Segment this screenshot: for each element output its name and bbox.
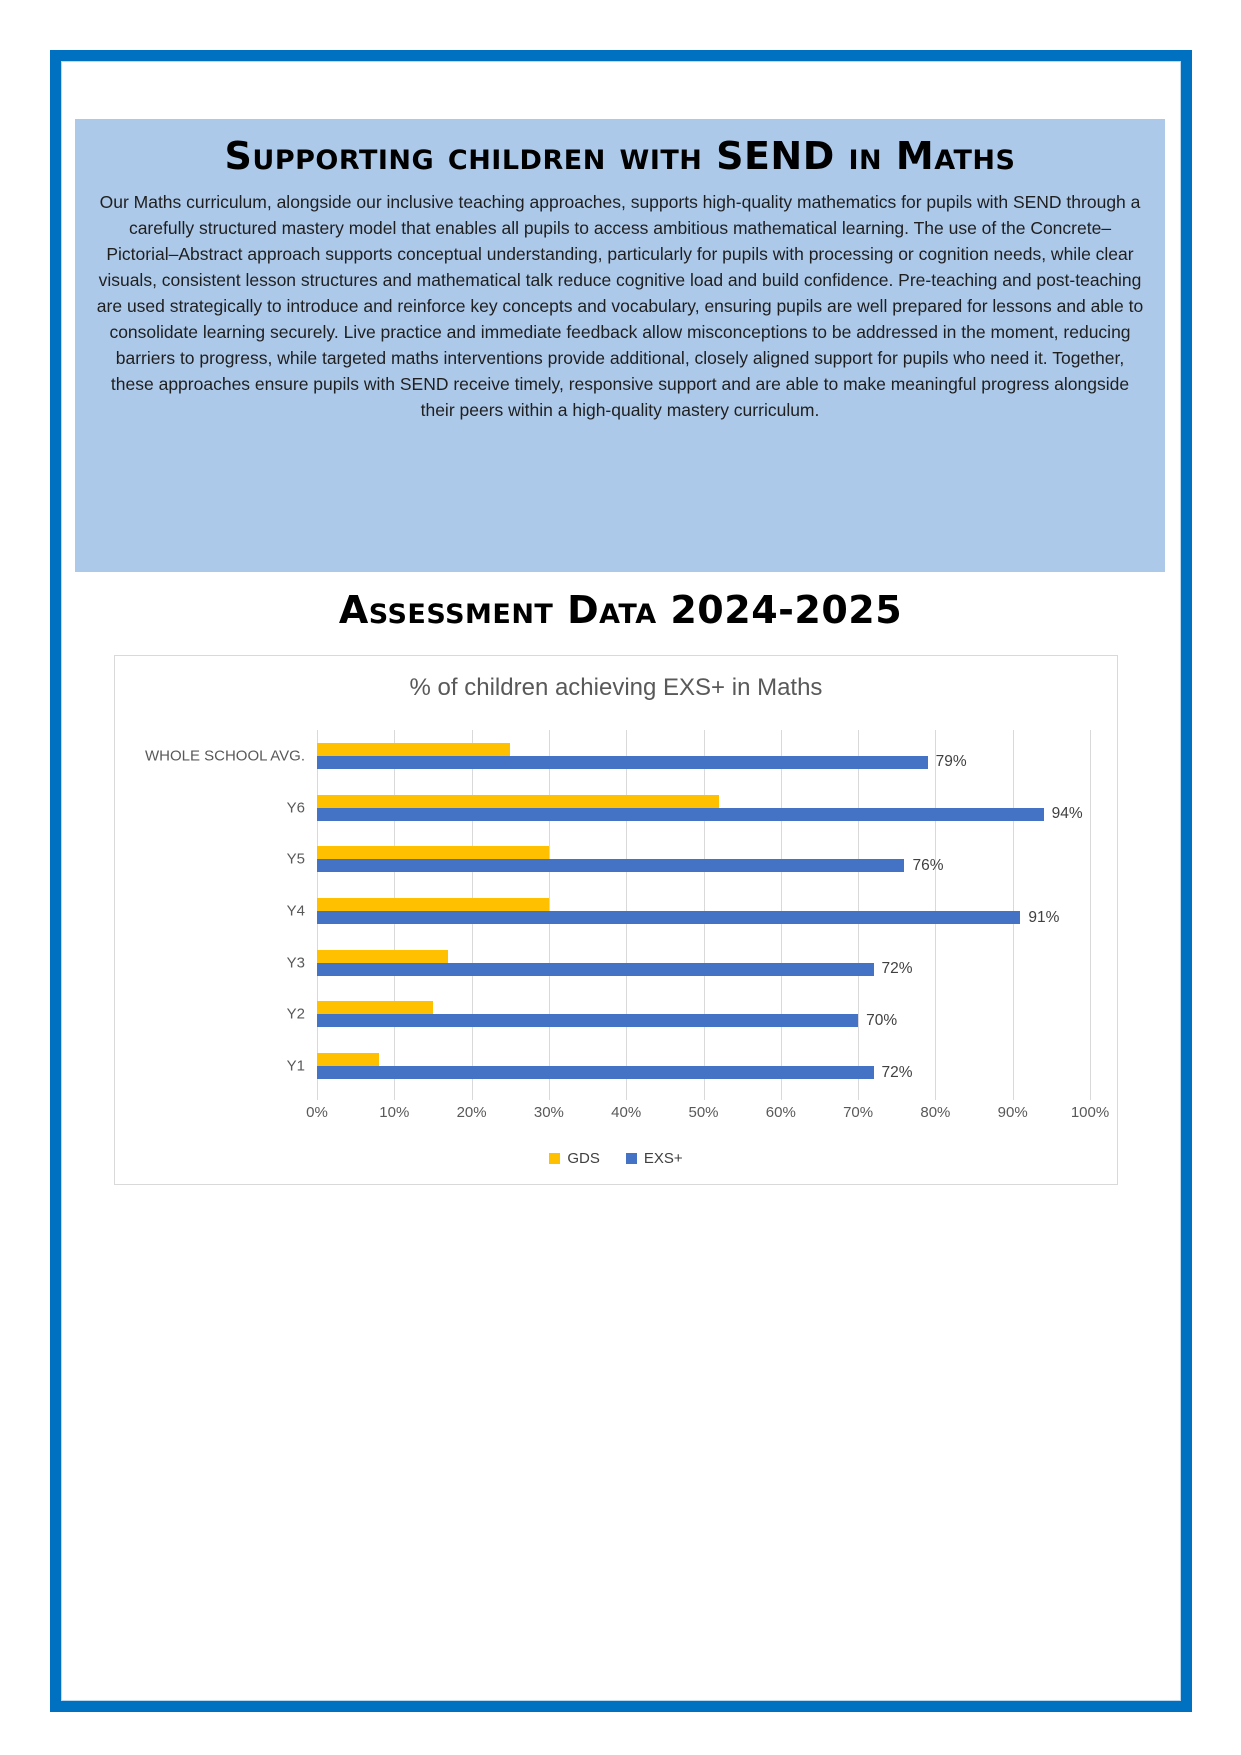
chart-rows: [144, 730, 1090, 1092]
exs-legend-swatch: [626, 1153, 637, 1164]
bar-value-label: 79%: [935, 753, 967, 771]
gds-legend-swatch: [549, 1153, 560, 1164]
bar-value-label: 91%: [1028, 908, 1060, 926]
legend: [115, 1150, 1117, 1167]
chart-row: [286, 885, 1090, 937]
category-label: Y5: [286, 850, 305, 868]
x-tick-label: 30%: [533, 1104, 564, 1121]
plot-area: [144, 730, 1090, 1092]
exs-bar: [317, 753, 967, 771]
category-label: Y1: [286, 1057, 305, 1075]
assessment-chart: [114, 655, 1118, 1185]
exs-bar: [317, 856, 944, 874]
legend-item-gds: [549, 1150, 600, 1167]
x-tick-label: 90%: [997, 1104, 1028, 1121]
chart-row: [286, 1040, 1090, 1092]
bar-value-label: 72%: [881, 1063, 913, 1081]
x-tick-label: 70%: [843, 1104, 874, 1121]
exs-bar: [317, 1063, 913, 1081]
legend-label-exs: EXS+: [643, 1150, 683, 1167]
chart-row: [286, 937, 1090, 989]
category-label: Y6: [286, 799, 305, 817]
gds-bar: [317, 950, 448, 963]
category-label: Y3: [286, 954, 305, 972]
x-tick-label: 50%: [688, 1104, 719, 1121]
info-box-body: Our Maths curriculum, alongside our inclusive teaching approaches, supports high-quality mathematics for pupils with SEND through a carefully structured mastery model that enables all pupils to access ambitious mathematical learning. The use of the Concrete–Pictorial–Abstract approach supports conceptual understanding, particularly for pupils with processing or cognition needs, while clear visuals, consistent lesson structures and mathematical talk reduce cognitive load and build confidence. Pre-teaching and post-teaching are used strategically to introduce and reinforce key concepts and vocabulary, ensuring pupils are well prepared for lessons and able to consolidate learning securely. Live practice and immediate feedback allow misconceptions to be addressed in the moment, reducing barriers to progress, while targeted maths interventions provide additional, closely aligned support for pupils who need it. Together, these approaches ensure pupils with SEND receive timely, responsive support and are able to make meaningful progress alongside their peers within a high-quality mastery curriculum.: [96, 191, 1144, 420]
x-tick-label: 20%: [456, 1104, 487, 1121]
chart-row: [286, 833, 1090, 885]
gds-bar: [317, 846, 549, 859]
bar-value-label: 76%: [912, 856, 944, 874]
x-axis: [306, 1104, 1110, 1124]
bar-value-label: 94%: [1051, 805, 1083, 823]
info-box-title: Supporting children with SEND in Maths: [224, 134, 1016, 178]
gds-bar: [317, 898, 549, 911]
info-box: [75, 119, 1165, 572]
exs-bar: [317, 1011, 898, 1029]
gds-bar: [317, 795, 719, 808]
x-tick-label: 0%: [306, 1104, 328, 1121]
exs-bar: [317, 960, 913, 978]
legend-item-exs: [626, 1150, 683, 1167]
exs-bar: [317, 805, 1083, 823]
exs-bar: [317, 908, 1060, 926]
bar-value-label: 70%: [866, 1011, 898, 1029]
x-tick-label: 100%: [1070, 1104, 1110, 1121]
bar-value-label: 72%: [881, 960, 913, 978]
gridline: [1090, 730, 1091, 1100]
category-label: Y2: [286, 1005, 305, 1023]
x-tick-label: 60%: [765, 1104, 796, 1121]
chart-row: [286, 782, 1090, 834]
chart-title: % of children achieving EXS+ in Maths: [409, 674, 823, 701]
category-label: WHOLE SCHOOL AVG.: [144, 747, 305, 765]
gds-bar: [317, 1001, 433, 1014]
x-tick-label: 80%: [920, 1104, 951, 1121]
chart-row: [286, 989, 1090, 1041]
section-heading: Assessment Data 2024-2025: [338, 588, 903, 632]
legend-label-gds: GDS: [567, 1150, 600, 1167]
category-label: Y4: [286, 902, 305, 920]
gds-bar: [317, 1053, 379, 1066]
chart-row: [144, 730, 1090, 782]
x-tick-label: 40%: [611, 1104, 642, 1121]
gds-bar: [317, 743, 510, 756]
x-tick-label: 10%: [379, 1104, 410, 1121]
